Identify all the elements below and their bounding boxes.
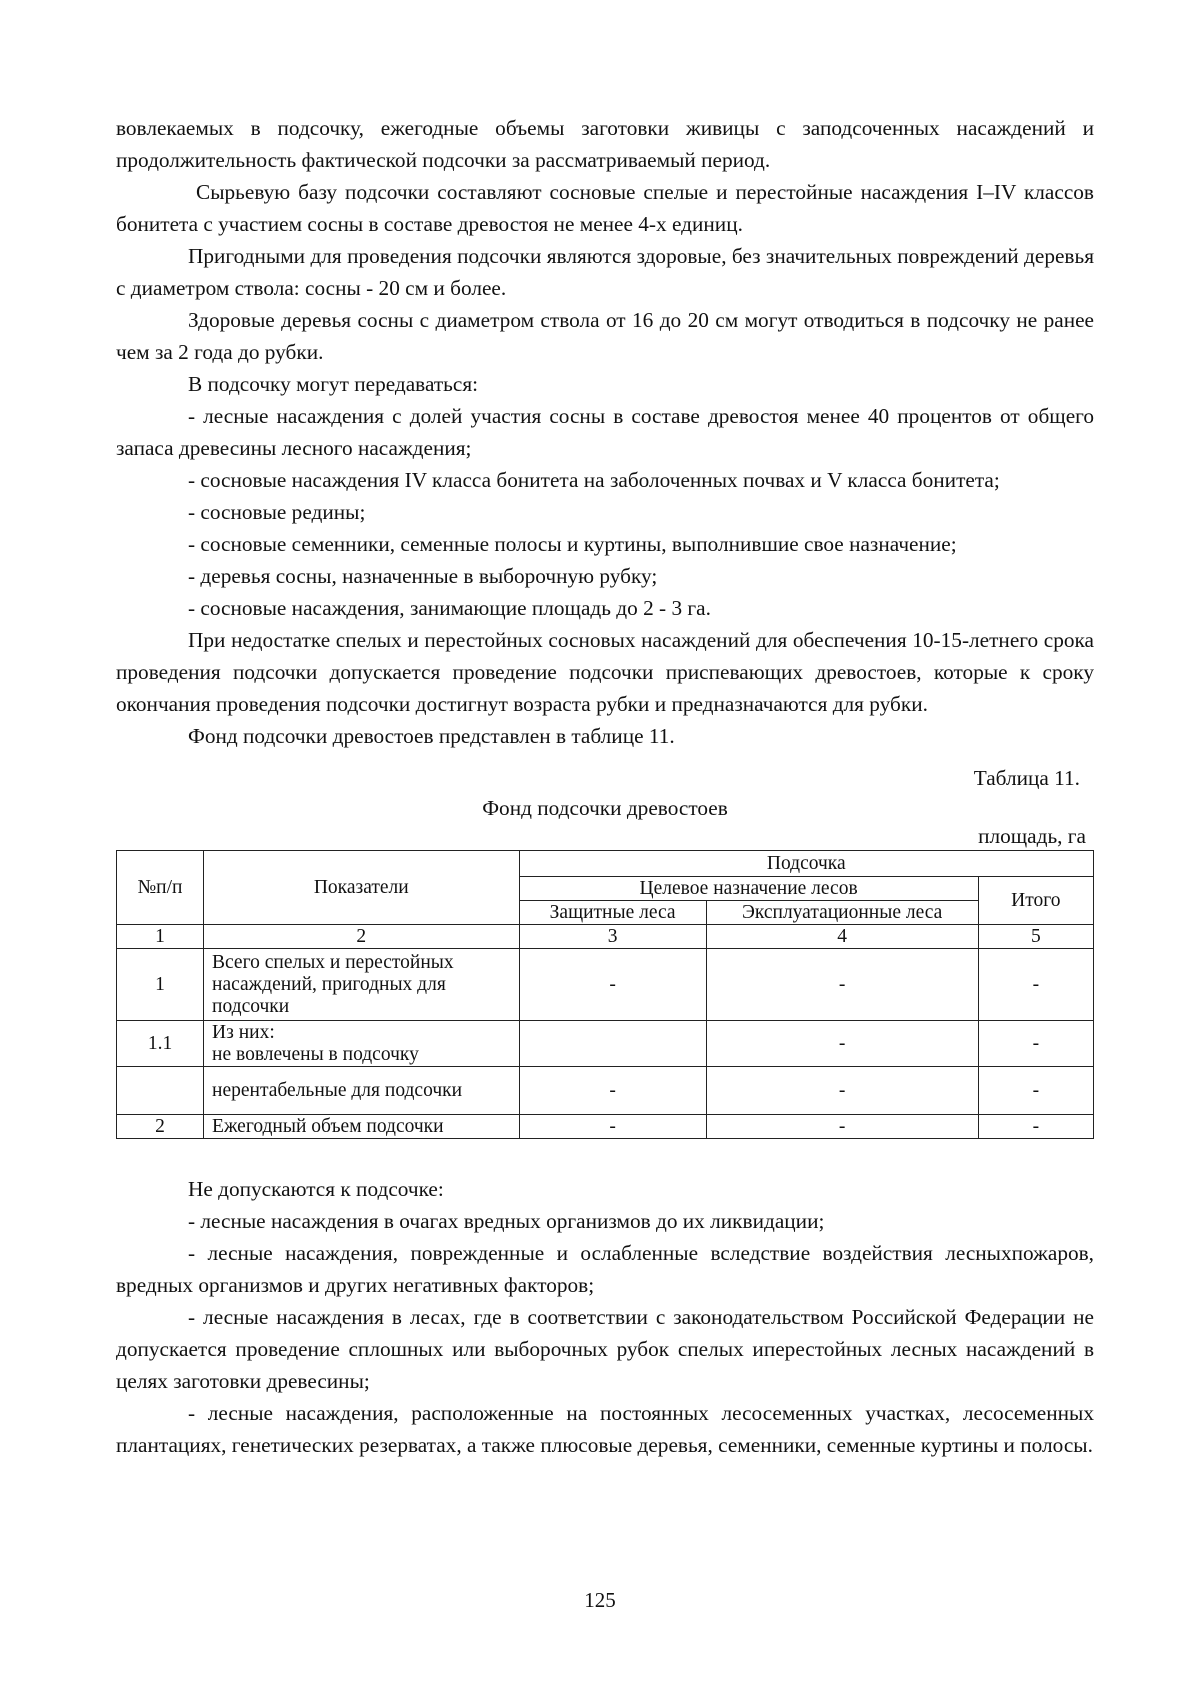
paragraph: Не допускаются к подсочке: bbox=[188, 1177, 444, 1201]
header-total: Итого bbox=[978, 877, 1093, 925]
header-purpose: Целевое назначение лесов bbox=[519, 877, 978, 901]
row-total: - bbox=[978, 1067, 1093, 1115]
row-label: Ежегодный объем подсочки bbox=[204, 1115, 520, 1139]
row-num: 2 bbox=[117, 1115, 204, 1139]
header-exploitation: Эксплуатационные леса bbox=[706, 901, 978, 925]
paragraph: - сосновые насаждения IV класса бонитета на заболоченных почвах и V класса бонитета; bbox=[188, 468, 1000, 492]
row-total: - bbox=[978, 949, 1093, 1021]
col-number: 5 bbox=[978, 925, 1093, 949]
fund-table bbox=[116, 850, 1094, 1139]
paragraph: - сосновые семенники, семенные полосы и куртины, выполнившие свое назначение; bbox=[188, 532, 957, 556]
row-total: - bbox=[978, 1021, 1093, 1067]
paragraph: - деревья сосны, назначенные в выборочную рубку; bbox=[188, 564, 658, 588]
header-indicators: Показатели bbox=[204, 851, 520, 925]
row-protective bbox=[519, 1021, 706, 1067]
paragraph: - лесные насаждения, расположенные на постоянных лесосеменных участках, лесосеменных плантациях, генетических резерватах, а также плюсовые деревья, семенники, семенные куртины и полосы. bbox=[116, 1401, 1094, 1457]
paragraph: - лесные насаждения, поврежденные и ослабленные вследствие воздействия лесныхпожаров, вредных организмов и других негативных факторов; bbox=[116, 1241, 1094, 1297]
body-text-top bbox=[116, 112, 1094, 752]
table-label: Таблица 11. bbox=[973, 766, 1080, 790]
row-num: 1.1 bbox=[117, 1021, 204, 1067]
row-num bbox=[117, 1067, 204, 1115]
row-label: нерентабельные для подсочки bbox=[204, 1067, 520, 1115]
header-tapping: Подсочка bbox=[519, 851, 1093, 877]
column-number-row bbox=[117, 925, 1094, 949]
paragraph: - сосновые насаждения, занимающие площадь до 2 - 3 га. bbox=[188, 596, 711, 620]
table-row bbox=[117, 1021, 1094, 1067]
row-total: - bbox=[978, 1115, 1093, 1139]
col-number: 2 bbox=[204, 925, 520, 949]
paragraph: Пригодными для проведения подсочки являются здоровые, без значительных повреждений деревья с диаметром ствола: сосны - 20 см и более. bbox=[116, 244, 1094, 300]
col-number: 1 bbox=[117, 925, 204, 949]
paragraph: - лесные насаждения с долей участия сосны в составе древостоя менее 40 процентов от общего запаса древесины лесного насаждения; bbox=[116, 404, 1094, 460]
document-page bbox=[116, 112, 1094, 1461]
paragraph: В подсочку могут передаваться: bbox=[188, 372, 479, 396]
row-exploitation: - bbox=[706, 1021, 978, 1067]
paragraph: - сосновые редины; bbox=[188, 500, 366, 524]
paragraph: Здоровые деревья сосны с диаметром ствола от 16 до 20 см могут отводиться в подсочку не ранее чем за 2 года до рубки. bbox=[116, 308, 1094, 364]
table-unit: площадь, га bbox=[978, 824, 1086, 848]
row-num: 1 bbox=[117, 949, 204, 1021]
row-protective: - bbox=[519, 1067, 706, 1115]
row-exploitation: - bbox=[706, 949, 978, 1021]
paragraph: - лесные насаждения в очагах вредных организмов до их ликвидации; bbox=[188, 1209, 825, 1233]
row-label: Всего спелых и перестойных насаждений, пригодных для подсочки bbox=[204, 949, 520, 1021]
body-text-bottom bbox=[116, 1173, 1094, 1461]
paragraph: Фонд подсочки древостоев представлен в таблице 11. bbox=[188, 724, 675, 748]
paragraph: вовлекаемых в подсочку, ежегодные объемы заготовки живицы с заподсоченных насаждений и продолжительность фактической подсочки за рассматриваемый период. bbox=[116, 116, 1094, 172]
table-row bbox=[117, 1115, 1094, 1139]
paragraph: При недостатке спелых и перестойных сосновых насаждений для обеспечения 10-15-летнего срока проведения подсочки допускается проведение подсочки приспевающих древостоев, которые к сроку окончания проведения подсочки достигнут возраста рубки и предназначаются для рубки. bbox=[116, 628, 1094, 716]
table-row bbox=[117, 949, 1094, 1021]
row-label bbox=[204, 1021, 520, 1067]
paragraph: - лесные насаждения в лесах, где в соответствии с законодательством Российской Федерации не допускается проведение сплошных или выборочных рубок спелых иперестойных лесных насаждений в целях заготовки древесины; bbox=[116, 1305, 1094, 1393]
row-exploitation: - bbox=[706, 1067, 978, 1115]
paragraph: Сырьевую базу подсочки составляют сосновые спелые и перестойные насаждения I–IV классов бонитета с участием сосны в составе древостоя не менее 4-х единиц. bbox=[116, 180, 1094, 236]
row-protective: - bbox=[519, 1115, 706, 1139]
page-number: 125 bbox=[584, 1588, 616, 1612]
row-protective: - bbox=[519, 949, 706, 1021]
table-row bbox=[117, 1067, 1094, 1115]
table-title: Фонд подсочки древостоев bbox=[482, 796, 728, 820]
header-num: №п/п bbox=[117, 851, 204, 925]
row-label-line: не вовлечены в подсочку bbox=[212, 1043, 419, 1065]
row-exploitation: - bbox=[706, 1115, 978, 1139]
col-number: 4 bbox=[706, 925, 978, 949]
header-protective: Защитные леса bbox=[519, 901, 706, 925]
col-number: 3 bbox=[519, 925, 706, 949]
row-label-line: Из них: bbox=[212, 1021, 275, 1043]
